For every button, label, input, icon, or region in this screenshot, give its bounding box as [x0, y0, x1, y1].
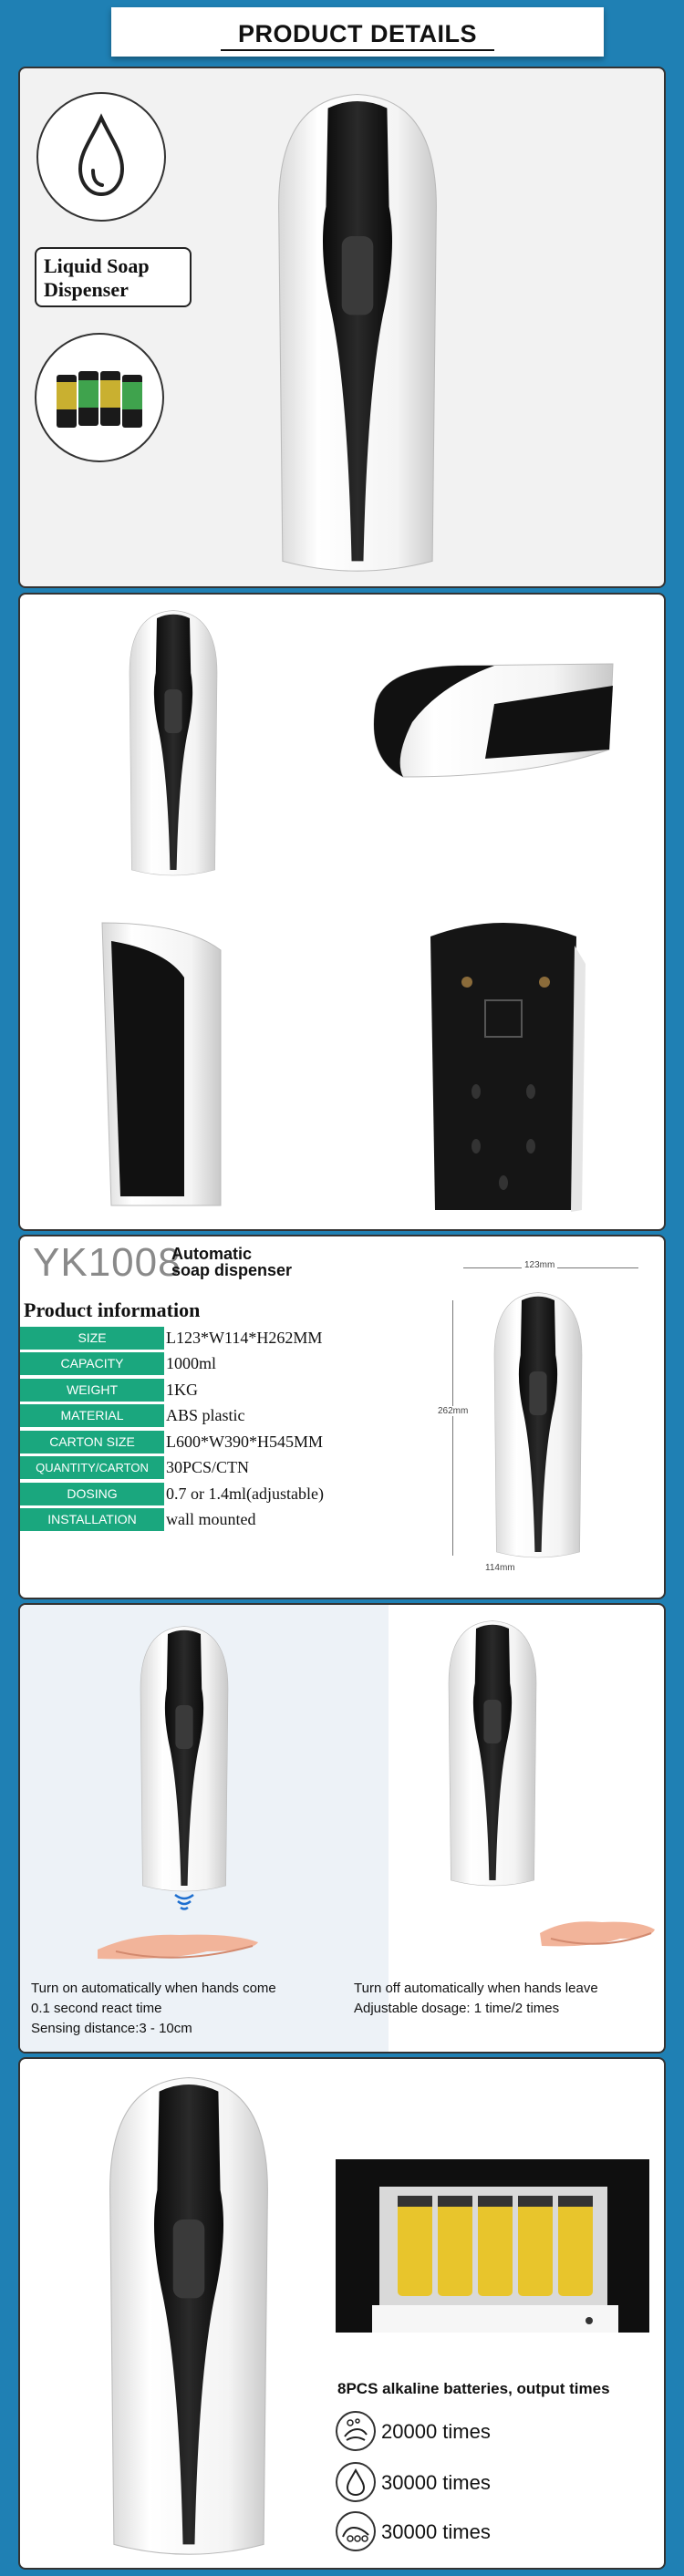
- info-title: Product information: [24, 1298, 201, 1321]
- badge-line-2: Dispenser: [44, 278, 129, 301]
- output-text: 30000 times: [381, 2520, 491, 2543]
- droplet-icon: [336, 2462, 376, 2502]
- spec-label: WEIGHT: [20, 1379, 164, 1402]
- dispenser-on-image: [111, 1623, 257, 1897]
- spec-label: MATERIAL: [20, 1404, 164, 1427]
- output-text: 30000 times: [381, 2471, 491, 2494]
- views-panel: [18, 593, 666, 1231]
- droplet-icon: [36, 92, 166, 222]
- spec-value: L600*W390*H545MM: [166, 1433, 323, 1451]
- product-type-badge: [35, 247, 192, 307]
- dispenser-front-image: [248, 88, 467, 581]
- spec-value: 0.7 or 1.4ml(adjustable): [166, 1485, 324, 1503]
- dispenser-side-view: [93, 914, 239, 1215]
- model-desc-line-1: Automatic: [171, 1245, 253, 1263]
- hero-panel: [18, 67, 666, 588]
- height-dimension-line: [452, 1300, 453, 1556]
- spec-value: ABS plastic: [166, 1406, 245, 1424]
- battery-compartment-image: [336, 2159, 649, 2333]
- badge-line-1: Liquid Soap: [44, 254, 150, 277]
- sensor-wave-icon: [171, 1891, 198, 1915]
- hand-left-image: [98, 1915, 262, 1970]
- battery-panel: [18, 2057, 666, 2570]
- hand-right-image: [538, 1906, 657, 1960]
- width-dimension-label: 123mm: [522, 1260, 557, 1270]
- spec-label: DOSING: [20, 1483, 164, 1505]
- dispenser-large-image: [57, 2072, 321, 2564]
- spec-label: QUANTITY/CARTON: [20, 1456, 164, 1479]
- dispenser-back-view: [412, 909, 595, 1219]
- sensing-panel: [18, 1603, 666, 2054]
- dispenser-dimension-image: [456, 1289, 620, 1563]
- spec-value: 30PCS/CTN: [166, 1458, 250, 1476]
- sensing-left-line-1: Turn on automatically when hands come: [31, 1981, 276, 1996]
- spec-label: CAPACITY: [20, 1352, 164, 1375]
- sensing-left-line-3: Sensing distance:3 - 10cm: [31, 2021, 192, 2036]
- spec-value: wall mounted: [166, 1510, 256, 1528]
- spec-value: L123*W114*H262MM: [166, 1329, 323, 1347]
- height-dimension-label: 262mm: [438, 1406, 469, 1416]
- dispenser-side-lying-view: [348, 649, 622, 804]
- spec-table: [20, 1327, 385, 1535]
- spec-label: INSTALLATION: [20, 1508, 164, 1531]
- battery-title: 8PCS alkaline batteries, output times: [337, 2380, 610, 2397]
- batteries-image: [35, 333, 164, 462]
- spec-label: CARTON SIZE: [20, 1431, 164, 1454]
- spec-label: SIZE: [20, 1327, 164, 1350]
- spec-panel: [18, 1235, 666, 1599]
- hands-wash-icon: [336, 2411, 376, 2451]
- dispenser-angle-view: [82, 607, 264, 881]
- title-underline: [221, 49, 494, 51]
- sensing-right-line-1: Turn off automatically when hands leave: [354, 1981, 598, 1996]
- sensing-left-line-2: 0.1 second react time: [31, 2001, 162, 2016]
- foam-icon: [336, 2511, 376, 2551]
- depth-dimension-label: 114mm: [485, 1563, 515, 1573]
- spec-value: 1000ml: [166, 1354, 217, 1372]
- sensing-right-line-2: Adjustable dosage: 1 time/2 times: [354, 2001, 560, 2016]
- model-desc-line-2: soap dispenser: [171, 1261, 293, 1279]
- spec-value: 1KG: [166, 1381, 198, 1399]
- dispenser-off-image: [420, 1618, 565, 1891]
- output-text: 20000 times: [381, 2420, 491, 2443]
- model-number: YK1008: [33, 1240, 181, 1285]
- page-title: PRODUCT DETAILS: [238, 20, 477, 47]
- header-banner: [111, 7, 604, 57]
